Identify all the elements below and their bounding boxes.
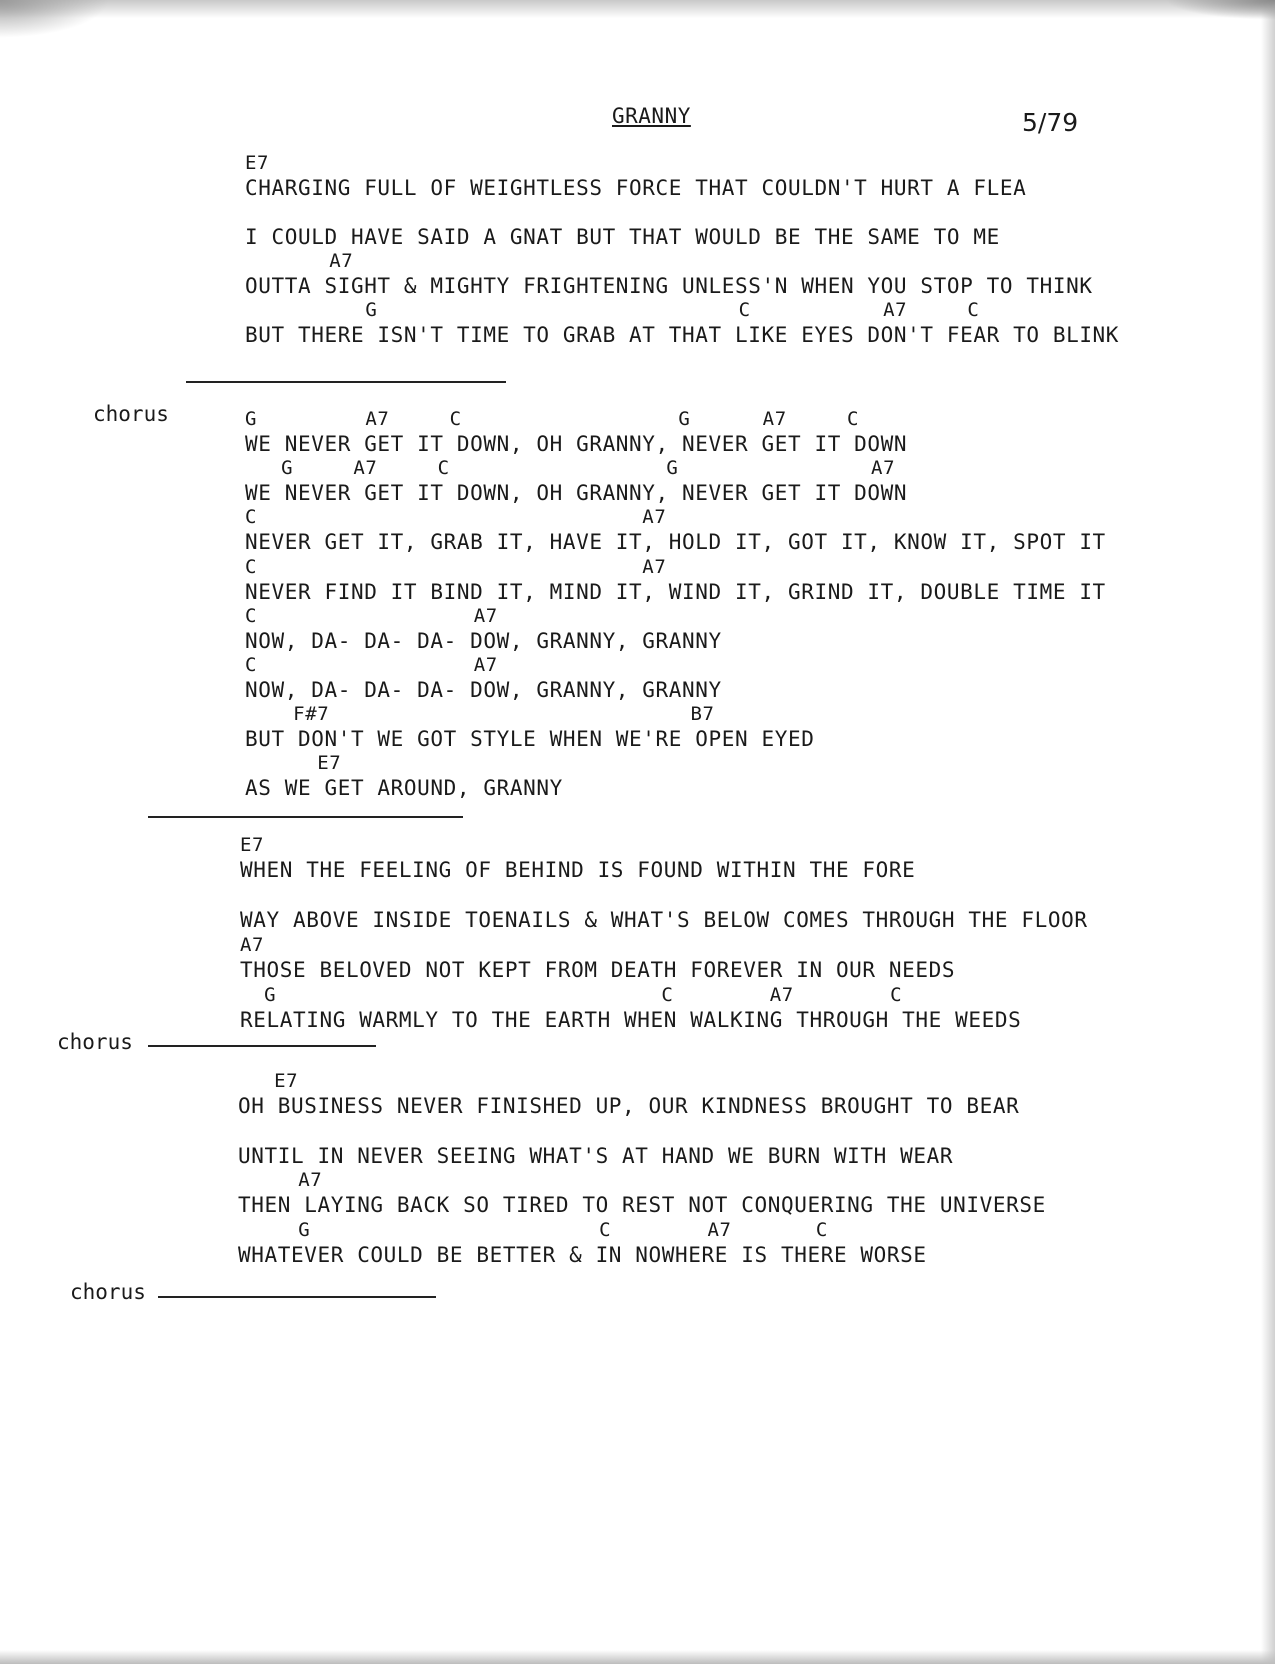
chorus-line-3 [245, 506, 1106, 562]
chord-line: G A7 C G A7 [245, 457, 896, 479]
scan-shadow-top [0, 0, 1275, 18]
section-divider [148, 816, 463, 818]
chord-line: A7 [240, 934, 265, 956]
verse1-line-1 [245, 152, 1027, 208]
lyric-line: NOW, DA- DA- DA- DOW, GRANNY, GRANNY [245, 678, 722, 702]
chord-line: E7 [245, 152, 270, 174]
lyric-line: NOW, DA- DA- DA- DOW, GRANNY, GRANNY [245, 629, 722, 653]
lyric-line: BUT THERE ISN'T TIME TO GRAB AT THAT LIKE EYES DON'T FEAR TO BLINK [245, 323, 1120, 347]
section-divider [148, 1045, 376, 1047]
lyric-line: UNTIL IN NEVER SEEING WHAT'S AT HAND WE BURN WITH WEAR [238, 1144, 954, 1168]
section-divider [186, 381, 506, 383]
chorus-line-2 [245, 457, 908, 513]
chorus-line-7 [245, 703, 815, 759]
song-title: GRANNY [612, 104, 691, 128]
chord-line: E7 [245, 752, 342, 774]
lyric-line: AS WE GET AROUND, GRANNY [245, 776, 563, 800]
chord-line: A7 [238, 1169, 323, 1191]
chord-line: C A7 [245, 654, 498, 676]
chorus-label: chorus [57, 1030, 133, 1054]
chorus-line-1 [245, 408, 908, 464]
lyric-line: WE NEVER GET IT DOWN, OH GRANNY, NEVER GET IT DOWN [245, 481, 908, 505]
chord-line: A7 [245, 250, 354, 272]
verse2-line-3 [240, 934, 956, 990]
lyric-line: NEVER GET IT, GRAB IT, HAVE IT, HOLD IT, GOT IT, KNOW IT, SPOT IT [245, 530, 1106, 554]
verse2-line-4 [240, 984, 1022, 1040]
lyric-line: WAY ABOVE INSIDE TOENAILS & WHAT'S BELOW COMES THROUGH THE FLOOR [240, 908, 1088, 932]
scan-shadow-bottom [0, 1650, 1275, 1664]
chord-line: E7 [238, 1070, 299, 1092]
scan-smudge-top-right [1165, 0, 1275, 20]
verse2-line-2 [240, 884, 1088, 940]
verse3-line-2 [238, 1120, 954, 1176]
chord-line: G C A7 C [238, 1219, 828, 1241]
lyric-line: RELATING WARMLY TO THE EARTH WHEN WALKING THROUGH THE WEEDS [240, 1008, 1022, 1032]
chord-line: C A7 [245, 556, 667, 578]
verse1-line-3 [245, 250, 1093, 306]
verse2-line-1 [240, 834, 916, 890]
verse3-line-3 [238, 1169, 1046, 1225]
verse1-line-2 [245, 201, 1000, 257]
chord-line: F#7 B7 [245, 703, 715, 725]
song-date: 5/79 [1022, 108, 1079, 137]
lyric-line: THOSE BELOVED NOT KEPT FROM DEATH FOREVER IN OUR NEEDS [240, 958, 956, 982]
chord-line: C A7 [245, 506, 667, 528]
chorus-line-5 [245, 605, 722, 661]
section-divider [158, 1296, 436, 1298]
lyric-line: WHEN THE FEELING OF BEHIND IS FOUND WITHIN THE FORE [240, 858, 916, 882]
chord-line: G C A7 C [245, 299, 980, 321]
lyric-line: WE NEVER GET IT DOWN, OH GRANNY, NEVER GET IT DOWN [245, 432, 908, 456]
chorus-line-8 [245, 752, 563, 808]
chorus-line-6 [245, 654, 722, 710]
lyric-line: OUTTA SIGHT & MIGHTY FRIGHTENING UNLESS'N WHEN YOU STOP TO THINK [245, 274, 1093, 298]
lyric-line: WHATEVER COULD BE BETTER & IN NOWHERE IS THERE WORSE [238, 1243, 927, 1267]
chord-line: C A7 [245, 605, 498, 627]
chorus-line-4 [245, 556, 1106, 612]
lyric-line: THEN LAYING BACK SO TIRED TO REST NOT CONQUERING THE UNIVERSE [238, 1193, 1046, 1217]
lyric-line: NEVER FIND IT BIND IT, MIND IT, WIND IT, GRIND IT, DOUBLE TIME IT [245, 580, 1106, 604]
verse3-line-4 [238, 1219, 927, 1275]
lyric-line: CHARGING FULL OF WEIGHTLESS FORCE THAT COULDN'T HURT A FLEA [245, 176, 1027, 200]
chord-line: G A7 C G A7 C [245, 408, 859, 430]
verse3-line-1 [238, 1070, 1020, 1126]
chord-line: E7 [240, 834, 265, 856]
lyric-line: I COULD HAVE SAID A GNAT BUT THAT WOULD BE THE SAME TO ME [245, 225, 1000, 249]
chorus-label: chorus [93, 402, 169, 426]
chorus-label: chorus [70, 1280, 146, 1304]
lyric-line: OH BUSINESS NEVER FINISHED UP, OUR KINDNESS BROUGHT TO BEAR [238, 1094, 1020, 1118]
verse1-line-4 [245, 299, 1120, 355]
lyric-line: BUT DON'T WE GOT STYLE WHEN WE'RE OPEN EYED [245, 727, 815, 751]
scan-smudge-top-left [0, 0, 110, 38]
chord-line: G C A7 C [240, 984, 903, 1006]
scan-shadow-right [1261, 0, 1275, 1664]
